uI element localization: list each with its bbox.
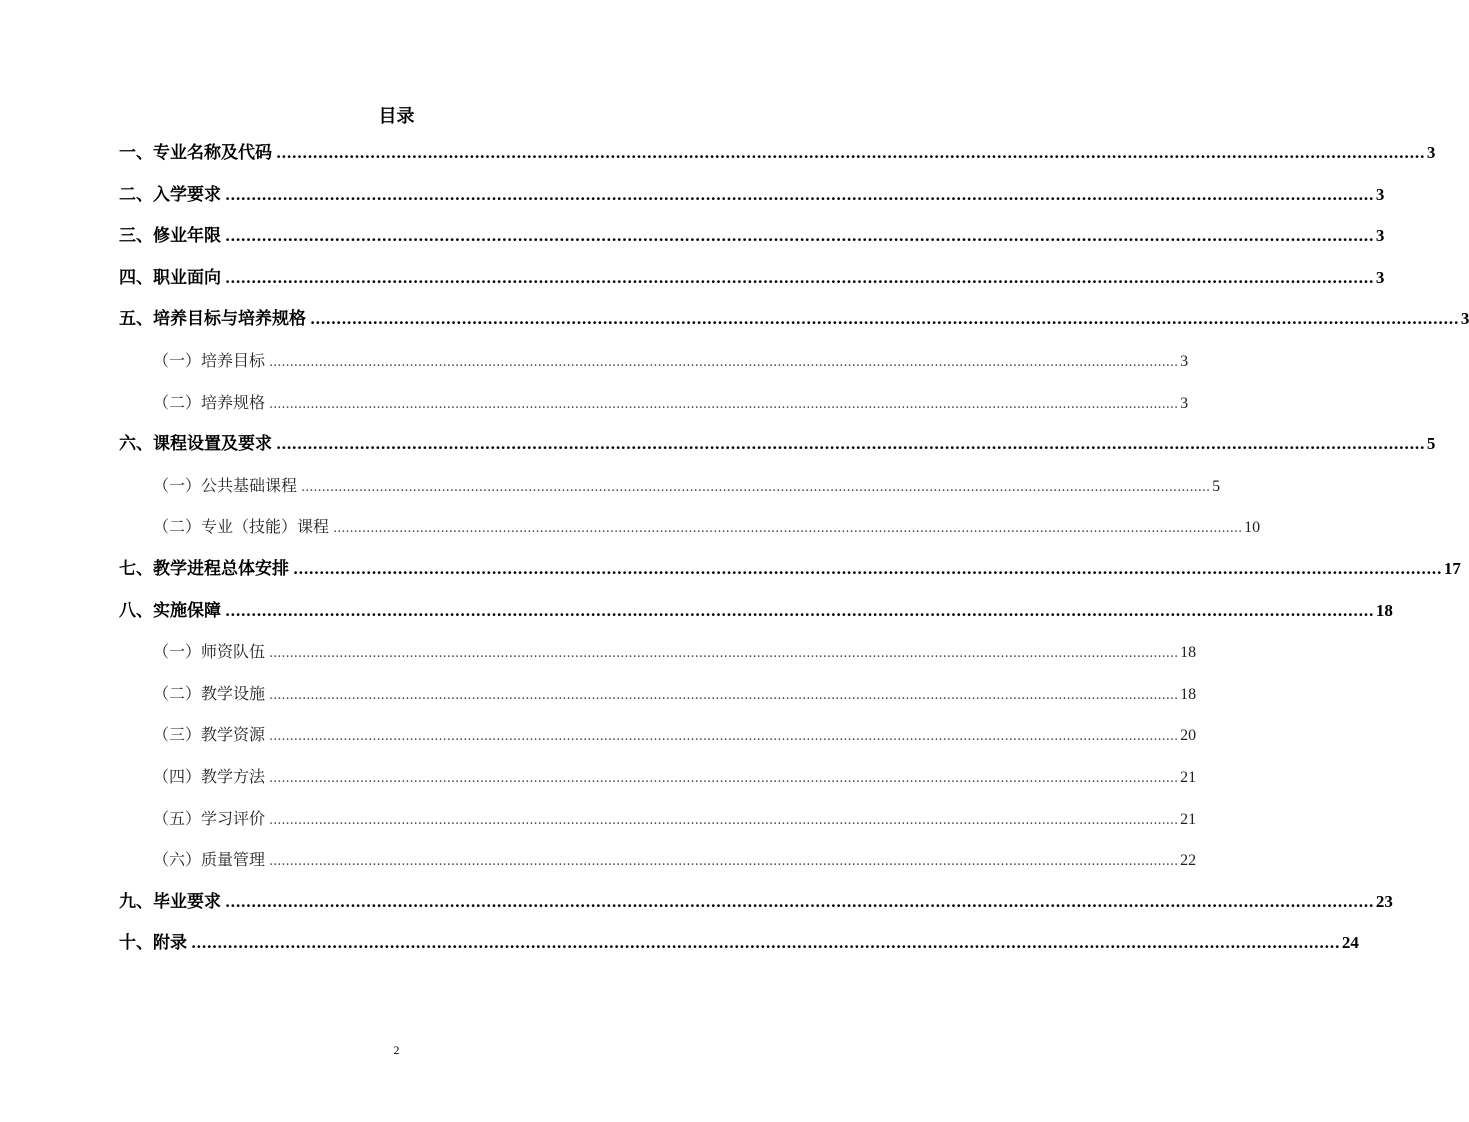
toc-entry-title: 六、课程设置及要求 (119, 434, 272, 455)
toc-entry-title: （二）专业（技能）课程 (153, 517, 330, 537)
toc-entry[interactable] (119, 431, 1436, 457)
toc-entry-page: 23 (1375, 891, 1393, 911)
toc-entry[interactable] (153, 514, 1261, 540)
toc-entry[interactable] (119, 140, 1436, 166)
toc-entry-page: 20 (1180, 727, 1197, 745)
toc-entry-page: 3 (1375, 184, 1385, 204)
toc-dot-leader: ............................................................................................................................................................................................................................ (301, 479, 1211, 495)
toc-dot-leader: ............................................................................................................................................................................................................................ (269, 396, 1179, 412)
toc-entry[interactable] (153, 639, 1197, 665)
toc-entry-page: 3 (1426, 143, 1436, 162)
toc-entry[interactable] (119, 182, 1385, 208)
toc-entry[interactable] (153, 722, 1197, 748)
toc-dot-leader: ............................................................................................................................................................................................................................ (225, 185, 1374, 204)
toc-dot-leader: ............................................................................................................................................................................................................................ (225, 892, 1374, 911)
toc-entry-title: （五）学习评价 (153, 808, 266, 828)
toc-dot-leader: ............................................................................................................................................................................................................................ (276, 144, 1425, 162)
toc-dot-leader: ............................................................................................................................................................................................................................ (293, 560, 1442, 578)
toc-entry[interactable] (119, 889, 1393, 915)
toc-entry[interactable] (153, 390, 1189, 416)
toc-entry-title: （六）质量管理 (153, 850, 266, 870)
page-number: 2 (393, 1043, 400, 1057)
toc-dot-leader: ............................................................................................................................................................................................................................ (269, 646, 1179, 662)
toc-entry-title: （三）教学资源 (153, 725, 266, 745)
toc-entry-title: 二、入学要求 (119, 184, 221, 205)
toc-entry-title: 一、专业名称及代码 (119, 143, 272, 163)
toc-dot-leader: ............................................................................................................................................................................................................................ (225, 601, 1374, 620)
toc-dot-leader: ............................................................................................................................................................................................................................ (269, 854, 1179, 870)
toc-dot-leader: ............................................................................................................................................................................................................................ (333, 521, 1243, 537)
toc-entry-page: 18 (1375, 600, 1393, 620)
toc-entry-page: 5 (1212, 477, 1221, 495)
toc-entry-title: 七、教学进程总体安排 (119, 559, 289, 579)
toc-entry-page: 21 (1180, 769, 1197, 786)
toc-dot-leader: ............................................................................................................................................................................................................................ (225, 227, 1374, 246)
toc-entry[interactable] (119, 556, 1461, 582)
toc-dot-leader: ............................................................................................................................................................................................................................ (269, 729, 1179, 745)
toc-entry-page: 3 (1375, 226, 1385, 246)
toc-entry[interactable] (153, 764, 1197, 790)
toc-dot-leader: ............................................................................................................................................................................................................................ (191, 934, 1340, 953)
toc-entry-title: 十、附录 (119, 933, 187, 954)
toc-entry-page: 3 (1375, 267, 1385, 287)
toc-entry-page: 24 (1341, 933, 1359, 953)
toc-entry[interactable] (153, 847, 1197, 873)
toc-entry-page: 5 (1426, 434, 1436, 454)
toc-entry-title: （四）教学方法 (153, 767, 266, 786)
toc-entry-title: （一）公共基础课程 (153, 475, 298, 495)
toc-entry-title: 八、实施保障 (119, 600, 221, 621)
toc-entry-page: 3 (1180, 353, 1189, 370)
toc-dot-leader: ............................................................................................................................................................................................................................ (269, 812, 1179, 828)
toc-entry[interactable] (153, 806, 1197, 832)
toc-entry-page: 17 (1443, 559, 1461, 578)
toc-title: 目录 (378, 106, 415, 127)
toc-entry-title: （一）师资队伍 (153, 642, 266, 662)
toc-entry[interactable] (119, 598, 1393, 624)
toc-dot-leader: ............................................................................................................................................................................................................................ (269, 687, 1179, 703)
toc-dot-leader: ............................................................................................................................................................................................................................ (269, 771, 1179, 786)
toc-entry-page: 18 (1180, 644, 1197, 662)
toc-entry-title: （一）培养目标 (153, 351, 266, 370)
toc-entry[interactable] (119, 306, 1469, 332)
toc-entry-page: 18 (1180, 685, 1197, 703)
toc-entry-title: 五、培养目标与培养规格 (119, 309, 306, 330)
toc-entry-page: 10 (1244, 519, 1261, 537)
toc-entry[interactable] (119, 930, 1359, 956)
toc-entry[interactable] (153, 348, 1189, 374)
toc-entry[interactable] (153, 681, 1197, 707)
toc-entry[interactable] (119, 223, 1385, 249)
toc-entry-page: 22 (1180, 852, 1197, 870)
toc-entry-page: 21 (1180, 810, 1197, 828)
toc-entry-title: （二）培养规格 (153, 392, 266, 412)
toc-entry-title: 四、职业面向 (119, 267, 221, 288)
toc-entry[interactable] (153, 473, 1221, 499)
toc-entry-title: 三、修业年限 (119, 226, 221, 247)
toc-entry-page: 3 (1460, 309, 1469, 329)
toc-entry-title: 九、毕业要求 (119, 891, 221, 912)
toc-dot-leader: ............................................................................................................................................................................................................................ (276, 435, 1425, 454)
toc-dot-leader: ............................................................................................................................................................................................................................ (225, 268, 1374, 287)
toc-entry-page: 3 (1180, 394, 1189, 412)
toc-dot-leader: ............................................................................................................................................................................................................................ (269, 355, 1179, 370)
toc-entry-title: （二）教学设施 (153, 683, 266, 703)
toc-dot-leader: ............................................................................................................................................................................................................................ (310, 310, 1459, 329)
toc-entry[interactable] (119, 265, 1385, 291)
